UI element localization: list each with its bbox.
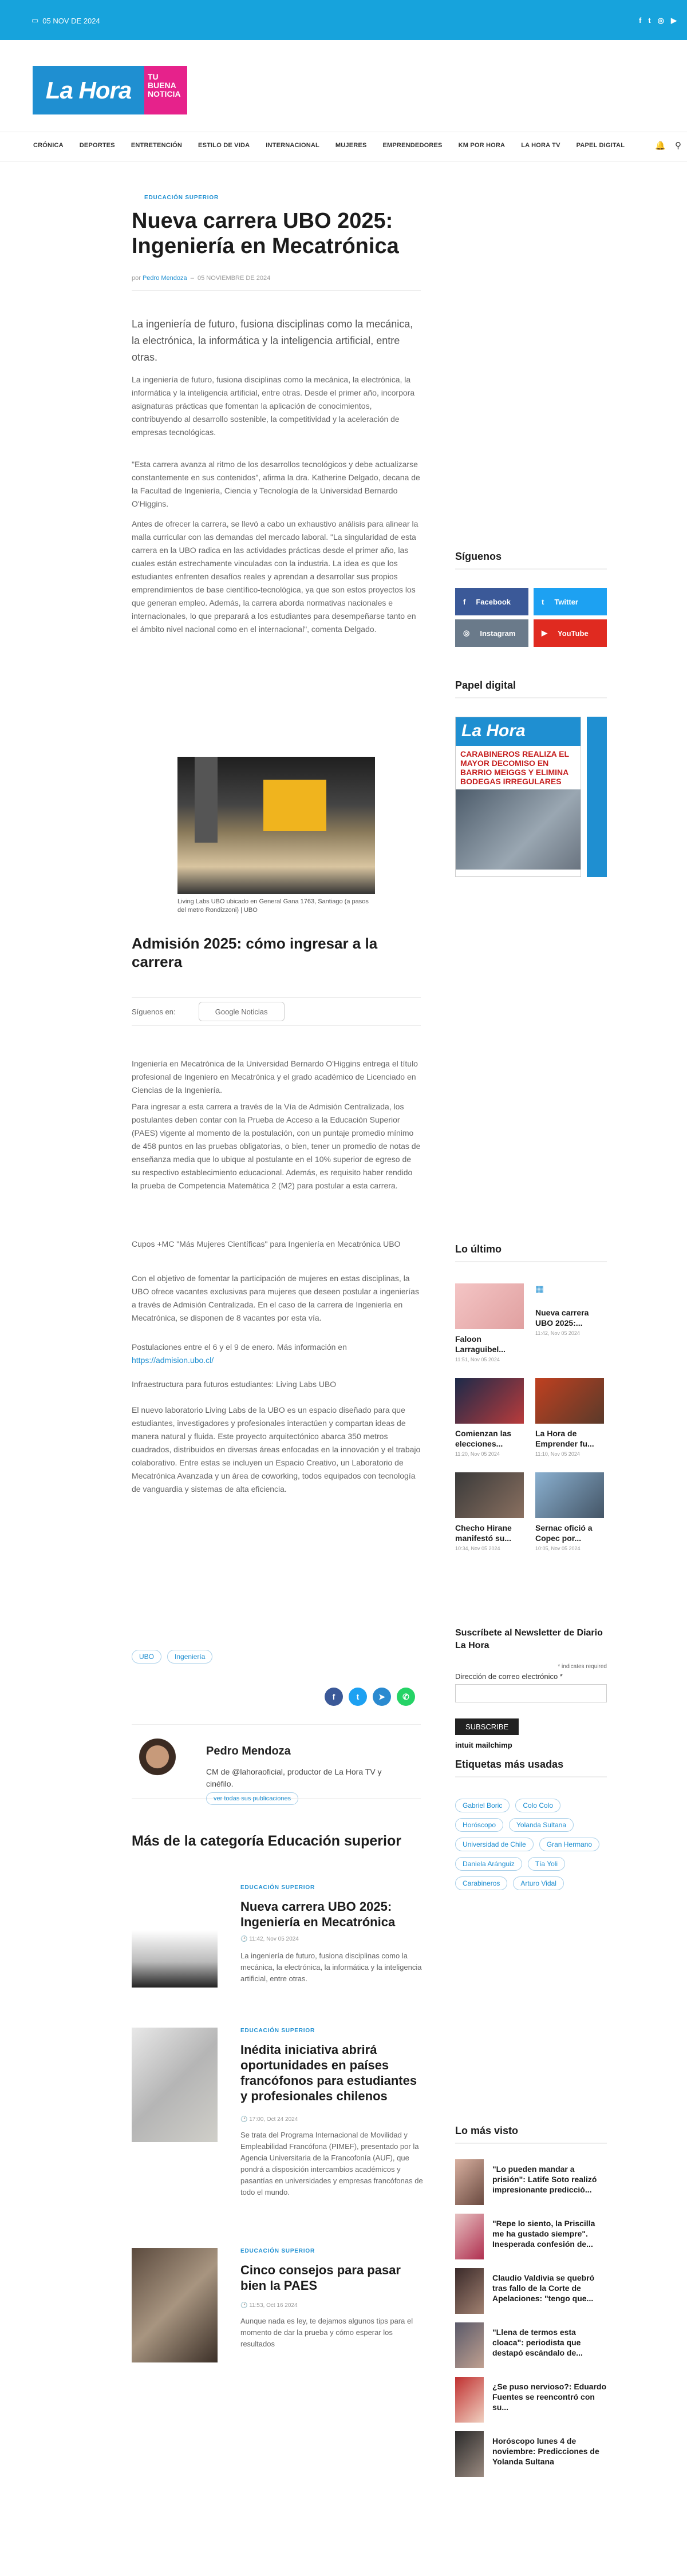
article-date: 05 NOVIEMBRE DE 2024 — [198, 275, 271, 282]
most-viewed-thumbnail — [455, 2322, 484, 2368]
main-nav — [0, 132, 687, 161]
latest-title[interactable]: Sernac ofició a Copec por... — [535, 1523, 593, 1543]
latest-item[interactable] — [535, 1378, 604, 1457]
twitter-icon[interactable]: t — [648, 16, 651, 25]
share-buttons — [325, 1688, 415, 1706]
paragraph: Antes de ofrecer la carrera, se llevó a cabo un exhaustivo análisis para alinear la malla curricular con las demandas del mercado laboral. "La singularidad de esta carrera en la UBO radica en las actividades prácticas desde el primer año, las cuales están estrechamente vinculadas con la industria. La idea es que los estudiantes enfrenten desafíos reales y aprendan a desarrollar sus propios emprendimientos de base científico-tecnológica, ya que son estos proyectos los que generan empleo. Además, la carrera aborda normativas nacionales e internacionales, lo que preparará a los estudiantes para desempeñarse tanto en el ámbito nivel nacional como en el internacional", comenta Delgado. — [132, 519, 418, 634]
most-viewed-item[interactable] — [455, 2268, 607, 2314]
author-link[interactable]: Pedro Mendoza — [142, 275, 187, 282]
latest-date: 11:20, Nov 05 2024 — [455, 1451, 500, 1457]
paragraph-text: Postulaciones entre el 6 y el 9 de enero. Más información en — [132, 1342, 347, 1352]
mailchimp-logo: intuit mailchimp — [455, 1741, 512, 1749]
most-viewed-item[interactable] — [455, 2431, 607, 2477]
facebook-label: Facebook — [476, 597, 511, 606]
related-category[interactable]: EDUCACIÓN SUPERIOR — [240, 1884, 315, 1891]
most-viewed-item[interactable] — [455, 2159, 607, 2205]
latest-thumbnail — [455, 1283, 524, 1329]
share-whatsapp-icon[interactable]: ✆ — [397, 1688, 415, 1706]
tags-heading: Etiquetas más usadas — [455, 1759, 607, 1777]
most-viewed-item[interactable] — [455, 2377, 607, 2423]
follow-label: Síguenos en: — [132, 1007, 176, 1016]
article-subheading: Admisión 2025: cómo ingresar a la carrera — [132, 935, 378, 970]
paper-headline: CARABINEROS REALIZA EL MAYOR DECOMISO EN BARRIO MEIGGS Y ELIMINA BODEGAS IRREGULARES — [460, 749, 569, 786]
subscribe-button[interactable]: SUBSCRIBE — [455, 1718, 519, 1735]
email-label: Dirección de correo electrónico * — [455, 1672, 563, 1681]
most-viewed-title[interactable]: "Lo pueden mandar a prisión": Latife Soto realizó impresionante predicció... — [492, 2164, 597, 2194]
latest-heading: Lo último — [455, 1243, 607, 1262]
tag-link[interactable]: Daniela Aránguiz — [455, 1857, 522, 1871]
tag-ubo[interactable]: UBO — [132, 1650, 161, 1664]
article-title: Nueva carrera UBO 2025: Ingeniería en Mecatrónica — [132, 209, 399, 258]
share-facebook-icon[interactable]: f — [325, 1688, 343, 1706]
latest-date: 10:05, Nov 05 2024 — [535, 1546, 581, 1551]
logo-main: La Hora — [33, 66, 144, 114]
tag-link[interactable]: Carabineros — [455, 1876, 507, 1890]
latest-item[interactable] — [535, 1283, 604, 1336]
related-date: 🕐 11:42, Nov 05 2024 — [240, 1936, 299, 1942]
latest-thumbnail — [535, 1378, 604, 1424]
facebook-icon: f — [463, 597, 466, 606]
most-viewed-item[interactable] — [455, 2214, 607, 2259]
image-placeholder-icon: ▦ — [535, 1285, 544, 1294]
latest-item[interactable] — [455, 1283, 524, 1362]
facebook-button[interactable] — [455, 588, 528, 615]
instagram-button[interactable] — [455, 619, 528, 647]
paragraph: Para ingresar a esta carrera a través de la Vía de Admisión Centralizada, los postulantes deben contar con la Prueba de Acceso a la Educación Superior (PAES) vigente al momento de la postulación, con un puntaje promedio mínimo de 458 puntos en las pruebas obligatorias, o bien, tener un promedio de notas de enseñanza media que lo ubique al postulante en el 10% superior de egreso de su respectivo establecimiento educacional. Además, es requisito haber rendido la prueba de Competencia Matemática 2 (M2) para postular a esta carrera. — [132, 1102, 421, 1190]
youtube-label: YouTube — [558, 629, 589, 638]
most-viewed-thumbnail — [455, 2431, 484, 2477]
paper-cover[interactable] — [455, 717, 581, 877]
site-header — [0, 40, 687, 132]
most-viewed-title[interactable]: "Repe lo siento, la Priscilla me ha gustado siempre". Inesperada confesión de... — [492, 2219, 595, 2249]
nav-item-tv[interactable]: LA HORA TV — [521, 142, 560, 149]
twitter-label: Twitter — [554, 597, 578, 606]
nav-item-cronica[interactable]: CRÓNICA — [33, 142, 64, 149]
tag-link[interactable]: Colo Colo — [515, 1799, 560, 1812]
nav-item-km[interactable]: KM POR HORA — [458, 142, 506, 149]
related-title[interactable]: Inédita iniciativa abrirá oportunidades en países francófonos para estudiantes y profesionales chilenos — [240, 2042, 417, 2103]
paragraph: "Esta carrera avanza al ritmo de los desarrollos tecnológicos y debe actualizarse constantemente en sus contenidos", afirma la dra. Katherine Delgado, decana de la Facultad de Ingeniería, Ciencia y Tecnología de la Universidad Bernardo O'Higgins. — [132, 460, 420, 508]
latest-date: 11:42, Nov 05 2024 — [535, 1330, 580, 1336]
latest-date: 11:10, Nov 05 2024 — [535, 1451, 580, 1457]
newsletter-form — [455, 1627, 607, 1749]
figure-caption: Living Labs UBO ubicado en General Gana 1763, Santiago (a pasos del metro Rondizzoni) | UBO — [177, 898, 369, 914]
byline — [132, 275, 270, 282]
calendar-icon: ▭ — [31, 16, 39, 25]
top-date — [31, 16, 100, 25]
latest-title[interactable]: La Hora de Emprender fu... — [535, 1429, 594, 1448]
latest-title[interactable]: Nueva carrera UBO 2025:... — [535, 1308, 589, 1327]
latest-item[interactable] — [535, 1472, 604, 1551]
article-lead: La ingeniería de futuro, fusiona disciplinas como la mecánica, la electrónica, la informática y la inteligencia artificial, entre otras. — [132, 318, 413, 363]
logo-tagline — [144, 66, 187, 114]
related-excerpt: Aunque nada es ley, te dejamos algunos tips para el momento de dar la prueba y cómo esperar los resultados — [240, 2317, 413, 2348]
follow-heading: Síguenos — [455, 551, 607, 570]
tag-link[interactable]: Arturo Vidal — [513, 1876, 563, 1890]
related-thumbnail[interactable] — [132, 2248, 218, 2362]
article-figure — [177, 757, 375, 915]
youtube-icon[interactable]: ▶ — [671, 16, 677, 25]
most-viewed-heading: Lo más visto — [455, 2125, 607, 2144]
latest-title[interactable]: Faloon Larraguibel... — [455, 1334, 506, 1354]
paper-next-page[interactable] — [587, 717, 607, 877]
nav-item-mujeres[interactable]: MUJERES — [335, 142, 367, 149]
byline-separator: – — [190, 275, 194, 282]
tag-link[interactable]: Universidad de Chile — [455, 1838, 534, 1851]
latest-title[interactable]: Comienzan las elecciones... — [455, 1429, 512, 1448]
latest-date: 11:51, Nov 05 2024 — [455, 1357, 500, 1362]
youtube-button[interactable] — [534, 619, 607, 647]
author-box — [132, 1724, 421, 1802]
related-category[interactable]: EDUCACIÓN SUPERIOR — [240, 2028, 315, 2034]
most-viewed-thumbnail — [455, 2268, 484, 2314]
most-viewed-title[interactable]: Horóscopo lunes 4 de noviembre: Predicciones de Yolanda Sultana — [492, 2436, 599, 2466]
google-news-label: Google Noticias — [215, 1007, 268, 1016]
instagram-icon[interactable]: ◎ — [657, 16, 664, 25]
paragraph: Infraestructura para futuros estudiantes: Living Labs UBO — [132, 1380, 337, 1389]
latest-item[interactable] — [455, 1378, 524, 1457]
divider — [132, 290, 421, 291]
latest-thumbnail — [455, 1472, 524, 1518]
search-icon[interactable]: ⚲ — [675, 141, 681, 151]
tag-link[interactable]: Tía Yoli — [528, 1857, 565, 1871]
latest-title[interactable]: Checho Hirane manifestó su... — [455, 1523, 512, 1543]
most-viewed-thumbnail — [455, 2159, 484, 2205]
author-bio: CM de @lahoraoficial, productor de La Hora TV y cinéfilo. — [206, 1767, 382, 1788]
latest-thumbnail — [535, 1472, 604, 1518]
share-telegram-icon[interactable]: ➤ — [373, 1688, 391, 1706]
related-excerpt: La ingeniería de futuro, fusiona disciplinas como la mecánica, la electrónica, la informática y la inteligencia artificial, entre otras. — [240, 1951, 422, 1983]
paragraph: El nuevo laboratorio Living Labs de la UBO es un espacio diseñado para que estudiantes, investigadores y profesionales interactúen y compartan ideas de manera natural y fluida. Este proyecto arquitectónico abarca 350 metros cuadrados, distribuidos en diversas áreas enfocadas en la innovación y el trabajo colaborativo. Entre estas se incluyen un Espacio Creativo, un Laboratorio de Mecatrónica Avanzada y un área de coworking, todos equipados con tecnología de vanguardia y sistemas de alta eficiencia. — [132, 1405, 421, 1494]
tag-ingenieria[interactable]: Ingeniería — [167, 1650, 212, 1664]
paragraph — [132, 1341, 421, 1367]
digital-paper[interactable] — [455, 717, 607, 877]
nav-item-entretencion[interactable]: ENTRETENCIÓN — [131, 142, 183, 149]
email-field[interactable] — [455, 1684, 607, 1702]
facebook-icon[interactable]: f — [638, 16, 642, 25]
tag-link[interactable]: Gabriel Boric — [455, 1799, 510, 1812]
google-news-button[interactable] — [199, 1002, 285, 1021]
required-note: * indicates required — [558, 1664, 607, 1670]
tagline-line: NOTICIA — [148, 89, 181, 98]
latest-thumbnail — [455, 1378, 524, 1424]
youtube-icon: ▶ — [542, 629, 547, 637]
twitter-button[interactable] — [534, 588, 607, 615]
most-viewed-title[interactable]: ¿Se puso nervioso?: Eduardo Fuentes se reencontró con su... — [492, 2382, 607, 2412]
twitter-icon: t — [542, 597, 544, 606]
related-date: 🕐 17:00, Oct 24 2024 — [240, 2116, 298, 2123]
tagline-line: BUENA — [148, 81, 176, 90]
date-text: 05 NOV DE 2024 — [42, 16, 100, 25]
tag-link[interactable]: Gran Hermano — [539, 1838, 599, 1851]
paragraph: Ingeniería en Mecatrónica de la Universidad Bernardo O'Higgins entrega el título profesional de Ingeniero en Mecatrónica y el grado académico de Licenciado en Ciencias de la Ingeniería. — [132, 1059, 418, 1095]
article-tags — [132, 1650, 212, 1664]
related-date: 🕐 11:53, Oct 16 2024 — [240, 2302, 298, 2309]
nav-item-deportes[interactable]: DEPORTES — [79, 142, 115, 149]
more-category-heading: Más de la categoría Educación superior — [132, 1833, 401, 1849]
instagram-label: Instagram — [480, 629, 516, 638]
site-logo[interactable] — [33, 66, 187, 114]
nav-item-internacional[interactable]: INTERNACIONAL — [266, 142, 319, 149]
paragraph: Con el objetivo de fomentar la participación de mujeres en estas disciplinas, la UBO ofrece vacantes exclusivas para mujeres que deseen postular a ingenierías a través de Admisión Centralizada. En el caso de la carrera de Ingeniería en Mecatrónica, se disponen de 8 vacantes por esta vía. — [132, 1274, 419, 1322]
related-category[interactable]: EDUCACIÓN SUPERIOR — [240, 2248, 315, 2254]
admission-link[interactable]: https://admision.ubo.cl/ — [132, 1356, 214, 1365]
article-category[interactable]: EDUCACIÓN SUPERIOR — [144, 195, 219, 201]
author-posts-button[interactable]: ver todas sus publicaciones — [206, 1792, 298, 1805]
paper-masthead: La Hora — [456, 717, 581, 746]
most-viewed-thumbnail — [455, 2377, 484, 2423]
tag-cloud — [455, 1799, 607, 1890]
most-viewed-title[interactable]: "Llena de termos esta cloaca": periodista que destapó escándalo de... — [492, 2328, 583, 2357]
newsletter-heading: Suscríbete al Newsletter de Diario La Hora — [455, 1628, 603, 1650]
follow-box — [132, 997, 421, 1026]
top-socials — [639, 16, 677, 25]
paper-photo — [456, 789, 581, 870]
related-thumbnail[interactable] — [132, 1930, 218, 1988]
paragraph: Cupos +MC "Más Mujeres Científicas" para Ingeniería en Mecatrónica UBO — [132, 1239, 401, 1249]
nav-item-papel[interactable]: PAPEL DIGITAL — [576, 142, 625, 149]
paragraph: La ingeniería de futuro, fusiona disciplinas como la mecánica, la electrónica, la informática y la inteligencia artificial, entre otras. Desde el primer año, incorpora asignaturas prácticas que fomentan la aplicación de conocimientos, contribuyendo al desarrollo sostenible, la competitividad y la aceleración de empresas tecnológicas. — [132, 375, 415, 437]
author-avatar — [132, 1736, 183, 1788]
living-lab-photo — [177, 757, 375, 894]
author-name[interactable]: Pedro Mendoza — [206, 1745, 291, 1757]
nav-item-estilo[interactable]: ESTILO DE VIDA — [198, 142, 250, 149]
latest-item[interactable] — [455, 1472, 524, 1551]
tag-link[interactable]: Horóscopo — [455, 1818, 503, 1832]
latest-date: 10:34, Nov 05 2024 — [455, 1546, 500, 1551]
share-twitter-icon[interactable]: t — [349, 1688, 367, 1706]
related-excerpt: Se trata del Programa Internacional de Movilidad y Empleabilidad Francófona (PIMEF), presentado por la Agencia Universitaria de la Francofonía (AUF), que pondrá a disposición intercambios académicos y pasantías en universidades y empresas francófonas de todo el mundo. — [240, 2131, 423, 2196]
bell-icon[interactable]: 🔔 — [655, 141, 666, 151]
top-bar — [0, 0, 687, 40]
by-label: por — [132, 275, 141, 282]
tagline-line: TU — [148, 72, 159, 81]
most-viewed-item[interactable] — [455, 2322, 607, 2368]
most-viewed-title[interactable]: Claudio Valdivia se quebró tras fallo de la Corte de Apelaciones: "tengo que... — [492, 2273, 595, 2303]
tag-link[interactable]: Yolanda Sultana — [509, 1818, 574, 1832]
nav-item-emprendedores[interactable]: EMPRENDEDORES — [382, 142, 443, 149]
related-title[interactable]: Cinco consejos para pasar bien la PAES — [240, 2263, 401, 2293]
instagram-icon: ◎ — [463, 629, 470, 637]
most-viewed-thumbnail — [455, 2214, 484, 2259]
paper-heading: Papel digital — [455, 679, 607, 698]
related-thumbnail[interactable] — [132, 2028, 218, 2142]
related-title[interactable]: Nueva carrera UBO 2025: Ingeniería en Mecatrónica — [240, 1899, 396, 1929]
